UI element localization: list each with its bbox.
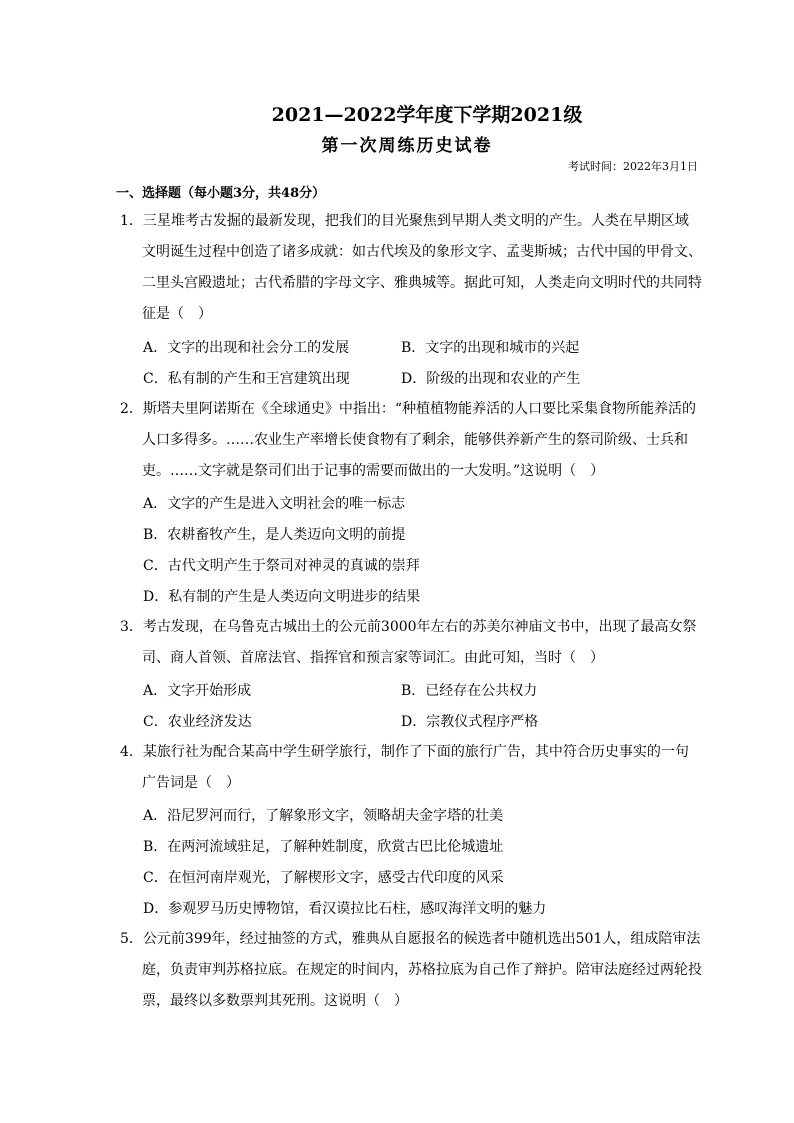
option-c: C．农业经济发达 <box>143 714 252 730</box>
option-c: C．私有制的产生和王宫建筑出现 <box>143 371 350 387</box>
option-b: B．农耕畜牧产生，是人类迈向文明的前提 <box>143 527 406 543</box>
question-4 <box>120 737 702 799</box>
option-d: D．宗教仪式程序严格 <box>401 714 539 730</box>
exam-subtitle: 第一次周练历史试卷 <box>321 136 493 156</box>
option-b: B．文字的出现和城市的兴起 <box>401 340 580 356</box>
question-stem: 3．考古发现，在乌鲁克古城出土的公元前3000年左右的苏美尔神庙文书中，出现了最高女祭司、商人首领、首席法官、指挥官和预言家等词汇。由此可知，当时（ ） <box>120 619 697 666</box>
question-1 <box>120 206 702 330</box>
option-d: D．参观罗马历史博物馆，看汉谟拉比石柱，感叹海洋文明的魅力 <box>143 901 547 917</box>
exam-title: 2021—2022学年度下学期2021级 <box>271 104 583 126</box>
option-b: B．在两河流域驻足，了解种姓制度，欣赏古巴比伦城遗址 <box>143 839 504 855</box>
option-a: A．文字的产生是进入文明社会的唯一标志 <box>143 496 406 512</box>
question-stem: 1．三星堆考古发掘的最新发现，把我们的目光聚焦到早期人类文明的产生。人类在早期区域文明诞生过程中创造了诸多成就：如古代埃及的象形文字、孟斐斯城；古代中国的甲骨文、二里头宫殿遗址；古代希腊的字母文字、雅典城等。据此可知，人类走向文明时代的共同特征是（ ） <box>120 213 702 322</box>
option-d: D．私有制的产生是人类迈向文明进步的结果 <box>143 589 421 605</box>
option-c: C．在恒河南岸观光，了解楔形文字，感受古代印度的风采 <box>143 870 504 886</box>
option-d: D．阶级的出现和农业的产生 <box>401 371 581 387</box>
question-stem: 2．斯塔夫里阿诺斯在《全球通史》中指出：“种植植物能养活的人口要比采集食物所能养活的人口多得多。……农业生产率增长使食物有了剩余，能够供养新产生的祭司阶级、士兵和吏。……文字就是祭司们出于记事的需要而做出的一大发明。”这说明（ ） <box>120 401 697 479</box>
question-3 <box>120 612 702 674</box>
option-a: A．文字开始形成 <box>143 683 252 699</box>
option-a: A．沿尼罗河而行，了解象形文字，领略胡夫金字塔的壮美 <box>143 808 504 824</box>
question-stem: 5．公元前399年，经过抽签的方式，雅典从自愿报名的候选者中随机选出501人，组成陪审法庭，负责审判苏格拉底。在规定的时间内，苏格拉底为自己作了辩护。陪审法庭经过两轮投票，最终以多数票判其死刑。这说明（ ） <box>120 931 702 1009</box>
question-2 <box>120 394 702 487</box>
option-b: B．已经存在公共权力 <box>401 683 538 699</box>
question-stem: 4．某旅行社为配合某高中学生研学旅行，制作了下面的旅行广告，其中符合历史事实的一句广告词是（ ） <box>120 744 689 791</box>
option-a: A．文字的出现和社会分工的发展 <box>143 340 350 356</box>
option-c: C．古代文明产生于祭司对神灵的真诚的崇拜 <box>143 558 420 574</box>
section-heading: 一、选择题（每小题3分，共48分） <box>116 186 326 201</box>
question-5 <box>120 924 702 1017</box>
exam-date: 考试时间：2022年3月1日 <box>568 160 698 173</box>
